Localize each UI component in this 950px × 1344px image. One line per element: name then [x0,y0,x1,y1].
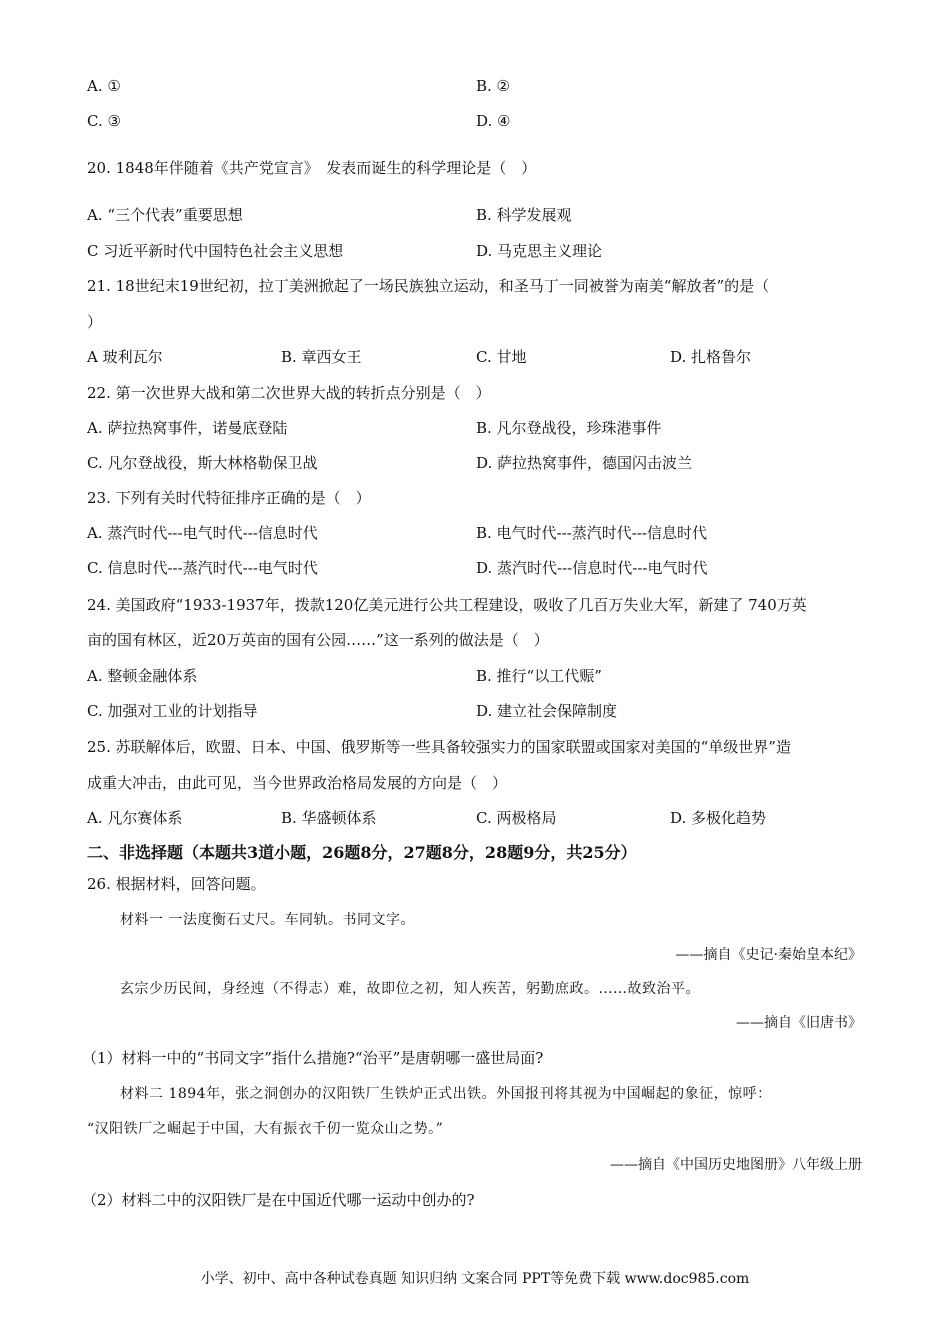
q23-option-d: D. 蒸汽时代---信息时代---电气时代 [476,559,708,577]
q19-option-c: C. ③ [87,112,121,130]
q21-option-a: A 玻利瓦尔 [87,348,163,366]
q24-stem-line1: 24. 美国政府“1933-1937年，拨款120亿美元进行公共工程建设，吸收了几百万失业大军，新建了 740万英 [87,596,807,614]
q24-option-d: D. 建立社会保障制度 [476,702,618,720]
material-1: 材料一 一法度衡石丈尺。车同轨。书同文字。 [120,912,415,928]
q23-option-a: A. 蒸汽时代---电气时代---信息时代 [87,524,318,542]
q25-stem-line2: 成重大冲击，由此可见，当今世界政治格局发展的方向是（ ） [87,774,508,792]
q25-option-d: D. 多极化趋势 [670,809,767,827]
material-1-quote-2-source: ——摘自《旧唐书》 [736,1015,862,1031]
q26-stem: 26. 根据材料，回答问题。 [87,875,266,893]
q24-stem-line2: 亩的国有林区，近20万英亩的国有公园……”这一系列的做法是（ ） [87,631,549,649]
q23-option-b: B. 电气时代---蒸汽时代---信息时代 [476,524,707,542]
q22-stem: 22. 第一次世界大战和第二次世界大战的转折点分别是（ ） [87,384,491,402]
q24-option-b: B. 推行“以工代赈” [476,667,602,685]
q22-option-a: A. 萨拉热窝事件，诺曼底登陆 [87,419,288,437]
q22-option-b: B. 凡尔登战役，珍珠港事件 [476,419,662,437]
material-2-line2: “汉阳铁厂之崛起于中国，大有振衣千仞一览众山之势。” [87,1121,444,1137]
q20-option-c: C 习近平新时代中国特色社会主义思想 [87,242,344,260]
material-2-source: ——摘自《中国历史地图册》八年级上册 [610,1157,862,1173]
material-2-line1: 材料二 1894年，张之洞创办的汉阳铁厂生铁炉正式出铁。外国报刊将其视为中国崛起的象征，惊呼： [120,1086,772,1102]
q19-option-b: B. ② [476,77,511,95]
page-footer: 小学、初中、高中各种试卷真题 知识归纳 文案合同 PPT等免费下载 www.doc985.com [200,1271,750,1287]
q22-option-c: C. 凡尔登战役，斯大林格勒保卫战 [87,454,318,472]
q21-option-d: D. 扎格鲁尔 [670,348,752,366]
material-1-source: ——摘自《史记·秦始皇本纪》 [675,947,862,963]
q21-stem-line1: 21. 18世纪末19世纪初，拉丁美洲掀起了一场民族独立运动，和圣马丁一同被誉为南美“解放者”的是（ [87,277,770,295]
q22-option-d: D. 萨拉热窝事件，德国闪击波兰 [476,454,693,472]
q25-option-c: C. 两极格局 [476,809,557,827]
q23-stem: 23. 下列有关时代特征排序正确的是（ ） [87,489,371,507]
q23-option-c: C. 信息时代---蒸汽时代---电气时代 [87,559,318,577]
q25-stem-line1: 25. 苏联解体后，欧盟、日本、中国、俄罗斯等一些具备较强实力的国家联盟或国家对美国的“单级世界”造 [87,738,791,756]
q24-option-c: C. 加强对工业的计划指导 [87,702,258,720]
q26-sub-question-1: （1）材料一中的“书同文字”指什么措施?“治平”是唐朝哪一盛世局面? [82,1049,544,1067]
q20-option-a: A. “三个代表”重要思想 [87,206,243,224]
q20-stem: 20. 1848年伴随着《共产党宣言》 发表而诞生的科学理论是（ ） [87,159,537,177]
q21-stem-line2: ） [87,313,103,331]
section-heading: 二、非选择题（本题共3道小题，26题8分，27题8分，28题9分，共25分） [87,843,637,862]
q20-option-b: B. 科学发展观 [476,206,572,224]
q24-option-a: A. 整顿金融体系 [87,667,198,685]
q19-option-a: A. ① [87,77,121,95]
q20-option-d: D. 马克思主义理论 [476,242,603,260]
q25-option-b: B. 华盛顿体系 [281,809,377,827]
q25-option-a: A. 凡尔赛体系 [87,809,183,827]
material-1-quote-2: 玄宗少历民间，身经迍（不得志）难，故即位之初，知人疾苦，躬勤庶政。……故致治平。 [120,981,700,997]
q26-sub-question-2: （2）材料二中的汉阳铁厂是在中国近代哪一运动中创办的? [82,1191,475,1209]
q21-option-c: C. 甘地 [476,348,527,366]
q19-option-d: D. ④ [476,112,511,130]
q21-option-b: B. 章西女王 [281,348,362,366]
